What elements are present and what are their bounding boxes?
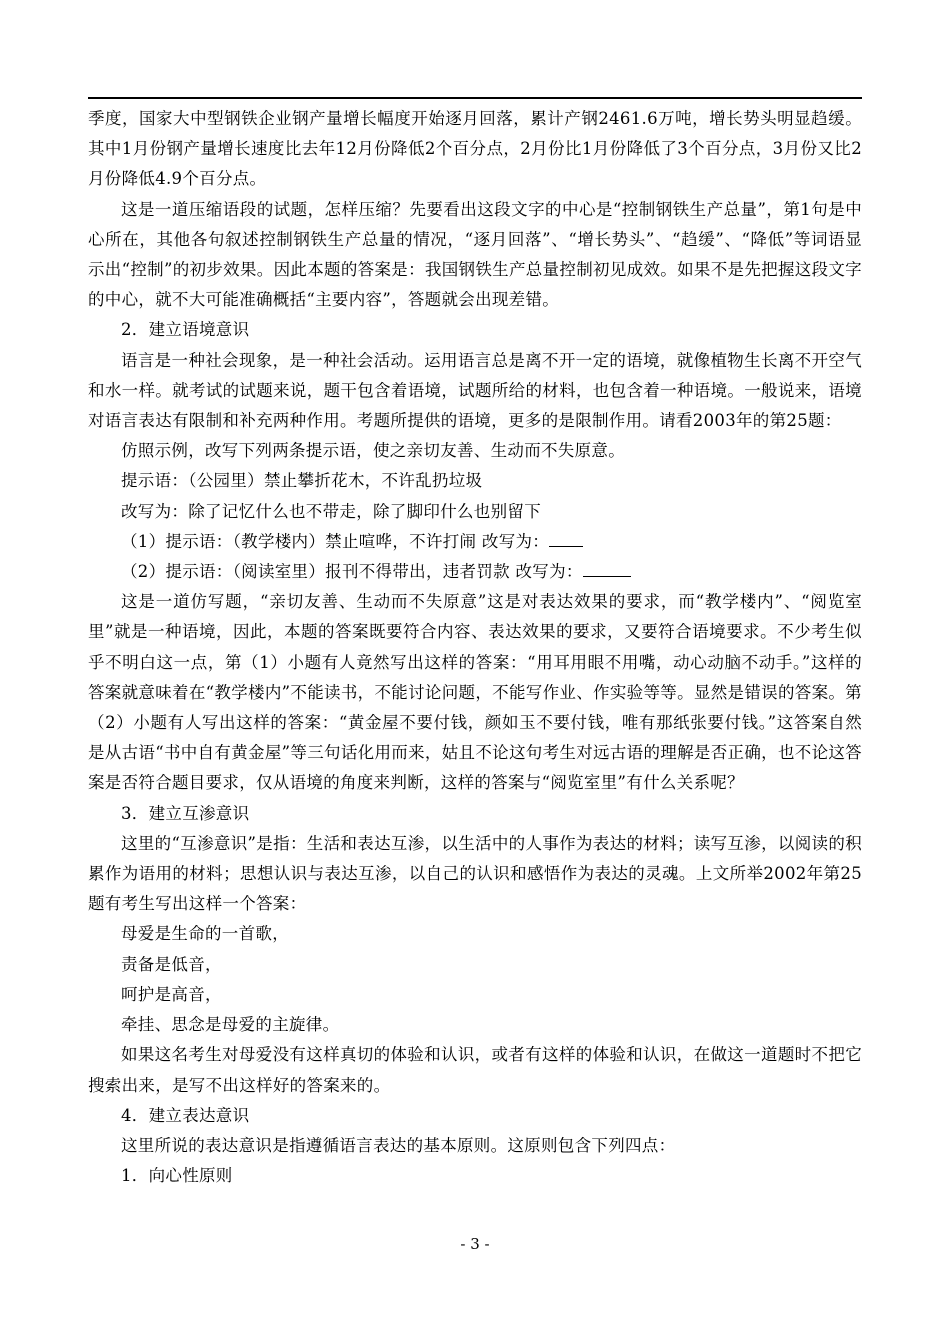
poem-line-1: 母爱是生命的一首歌， xyxy=(121,924,289,944)
subheading-centripetal-principle: 1．向心性原则 xyxy=(121,1166,233,1186)
paragraph-analysis-imitation: 这是一道仿写题，“亲切友善、生动而不失原意”这是对表达效果的要求，而“教学楼内”、“阅览室里”就是一种语境，因此，本题的答案既要符合内容、表达效果的要求，又要符合语境要求。不少考生似乎不明白这一点，第（1）小题有人竟然写出这样的答案：“用耳用眼不用嘴，动心动脑不动手。”这样的答案就意味着在“教学楼内”不能读书，不能讨论问题，不能写作业、作实验等等。显然是错误的答案。第（2）小题有人写出这样的答案：“黄金屋不要付钱，颜如玉不要付钱，唯有那纸张要付钱。”这答案自然是从古语“书中自有黄金屋”等三句话化用而来，姑且不论这句考生对远古语的理解是否正确，也不论这答案是否符合题目要求，仅从语境的角度来判断，这样的答案与“阅览室里”有什么关系呢？ xyxy=(88,592,862,793)
poem-line-3: 呵护是高音， xyxy=(121,984,222,1004)
question-2-text: （2）提示语：（阅读室里）报刊不得带出，违者罚款 改写为： xyxy=(121,562,583,582)
paragraph-task-instruction: 仿照示例，改写下列两条提示语，使之亲切友善、生动而不失原意。 xyxy=(121,441,625,461)
page-number: - 3 - xyxy=(460,1235,490,1253)
paragraph-poem-comment: 如果这名考生对母爱没有这样真切的体验和认识，或者有这样的体验和认识，在做这一道题时不把它搜索出来，是写不出这样好的答案来的。 xyxy=(88,1045,862,1095)
answer-blank-2 xyxy=(583,559,631,577)
paragraph-continuation: 季度，国家大中型钢铁企业钢产量增长幅度开始逐月回落，累计产钢2461.6万吨，增长势头明显趋缓。其中1月份钢产量增长速度比去年12月份降低2个百分点，2月份比1月份降低了3个百分点，3月份又比2月份降低4.9个百分点。 xyxy=(88,109,862,189)
poem-line-2: 责备是低音， xyxy=(121,954,222,974)
paragraph-question-2 xyxy=(88,557,862,587)
paragraph-question-1 xyxy=(88,527,862,557)
paragraph-example-rewrite: 改写为：除了记忆什么也不带走，除了脚印什么也别留下 xyxy=(121,501,541,521)
paragraph-example-prompt: 提示语：（公园里）禁止攀折花木，不许乱扔垃圾 xyxy=(121,471,483,491)
paragraph-context-intro: 语言是一种社会现象，是一种社会活动。运用语言总是离不开一定的语境，就像植物生长离不开空气和水一样。就考试的试题来说，题干包含着语境，试题所给的材料，也包含着一种语境。一般说来，语境对语言表达有限制和补充两种作用。考题所提供的语境，更多的是限制作用。请看2003年的第25题： xyxy=(88,350,862,431)
paragraph-permeation-definition: 这里的“互渗意识”是指：生活和表达互渗，以生活中的人事作为表达的材料；读写互渗，以阅读的积累作为语用的材料；思想认识与表达互渗，以自己的认识和感悟作为表达的灵魂。上文所举2002年第25题有考生写出这样一个答案： xyxy=(88,833,862,914)
answer-blank-1 xyxy=(549,529,583,547)
question-1-text: （1）提示语：（教学楼内）禁止喧哗，不许打闹 改写为： xyxy=(121,531,550,551)
document-body xyxy=(88,104,862,1191)
paragraph-principles-intro: 这里所说的表达意识是指遵循语言表达的基本原则。这原则包含下列四点： xyxy=(121,1135,676,1155)
section-heading-context-awareness: 2．建立语境意识 xyxy=(121,320,250,340)
section-heading-mutual-permeation: 3．建立互渗意识 xyxy=(121,803,250,823)
section-heading-expression-awareness: 4．建立表达意识 xyxy=(121,1105,250,1125)
poem-line-4: 牵挂、思念是母爱的主旋律。 xyxy=(121,1015,340,1035)
header-rule xyxy=(88,97,862,99)
paragraph-analysis-compression: 这是一道压缩语段的试题，怎样压缩？先要看出这段文字的中心是“控制钢铁生产总量”，第1句是中心所在，其他各句叙述控制钢铁生产总量的情况，“逐月回落”、“增长势头”、“趋缓”、“降低”等词语显示出“控制”的初步效果。因此本题的答案是：我国钢铁生产总量控制初见成效。如果不是先把握这段文字的中心，就不大可能准确概括“主要内容”，答题就会出现差错。 xyxy=(88,199,862,310)
